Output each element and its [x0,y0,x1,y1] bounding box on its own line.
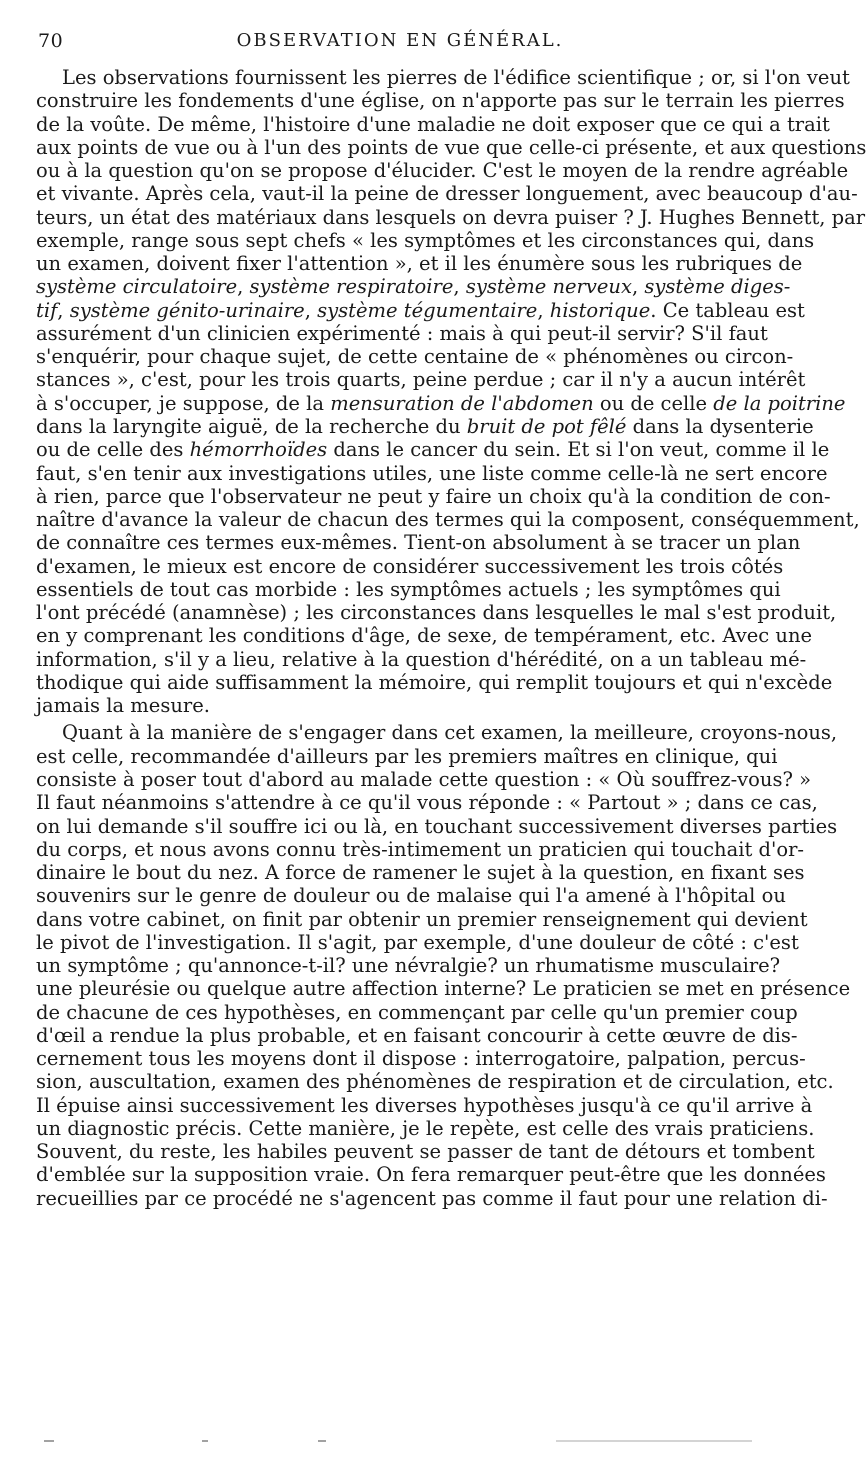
text-line: Souvent, du reste, les habiles peuvent se passer de tant de détours et tombent [36,1140,815,1164]
text-line: et vivante. Après cela, vaut-il la peine de dresser longuement, avec beaucoup d'au- [36,182,858,206]
text-line: dinaire le bout du nez. A force de ramener le sujet à la question, en fixant ses [36,861,805,885]
page-number: 70 [38,30,64,52]
text-line: ou à la question qu'on se propose d'élucider. C'est le moyen de la rendre agréable [36,159,849,183]
text-line: faut, s'en tenir aux investigations utiles, une liste comme celle-là ne sert encore [36,461,828,485]
text-line: souvenirs sur le genre de douleur ou de malaise qui l'a amené à l'hôpital ou [36,884,786,908]
text-line: construire les fondements d'une église, on n'apporte pas sur le terrain les pierres [36,89,845,113]
text-line: d'emblée sur la supposition vraie. On fera remarquer peut-être que les données [36,1163,826,1187]
text-line: Il faut néanmoins s'attendre à ce qu'il vous réponde : « Partout » ; dans ce cas, [36,791,818,815]
text-line: de connaître ces termes eux-mêmes. Tient-on absolument à se tracer un plan [36,531,801,555]
text-line: du corps, et nous avons connu très-intimement un praticien qui touchait d'or- [36,837,805,861]
text-line: thodique qui aide suffisamment la mémoire, qui remplit toujours et qui n'excède [36,670,833,694]
body-text [36,66,866,1210]
text-line: Les observations fournissent les pierres de l'édifice scientifique ; or, si l'on veut [62,66,850,89]
running-header [0,30,800,60]
text-line: Il épuise ainsi successivement les diverses hypothèses jusqu'à ce qu'il arrive à [36,1093,813,1117]
page-footer-marks [36,1438,764,1444]
text-line: à rien, parce que l'observateur ne peut y faire un choix qu'à la condition de con- [36,484,831,508]
text-line: Quant à la manière de s'engager dans cet examen, la meilleure, croyons-nous, [62,721,838,745]
text-line: teurs, un état des matériaux dans lesquels on devra puiser ? J. Hughes Bennett, par [36,205,866,229]
text-line: sion, auscultation, examen des phénomènes de respiration et de circulation, etc. [36,1070,834,1094]
text-line: information, s'il y a lieu, relative à la question d'hérédité, on a un tableau mé- [36,647,807,671]
text-line: naître d'avance la valeur de chacun des termes qui la composent, conséquemment, [36,508,860,532]
text-line: dans la laryngite aiguë, de la recherche du bruit de pot fêlé dans la dysenterie [36,414,814,438]
text-line: le pivot de l'investigation. Il s'agit, par exemple, d'une douleur de côté : c'est [36,930,799,954]
text-line: s'enquérir, pour chaque sujet, de cette centaine de « phénomènes ou circon- [36,345,794,369]
text-line: stances », c'est, pour les trois quarts, peine perdue ; car il n'y a aucun intérêt [36,368,806,392]
text-line: aux points de vue ou à l'un des points de vue que celle-ci présente, et aux questions [36,135,866,159]
text-line: une pleurésie ou quelque autre affection interne? Le praticien se met en présence [36,977,851,1001]
text-line: cernement tous les moyens dont il dispose : interrogatoire, palpation, percus- [36,1047,806,1071]
text-line: essentiels de tout cas morbide : les symptômes actuels ; les symptômes qui [36,577,781,601]
text-line: exemple, range sous sept chefs « les symptômes et les circonstances qui, dans [36,228,815,252]
text-line: un diagnostic précis. Cette manière, je le repète, est celle des vrais praticiens. [36,1116,815,1140]
running-title: OBSERVATION EN GÉNÉRAL. [236,30,564,51]
text-line: un symptôme ; qu'annonce-t-il? une névralgie? un rhumatisme musculaire? [36,954,781,978]
text-line: dans votre cabinet, on finit par obtenir un premier renseignement qui devient [36,907,808,931]
text-line: on lui demande s'il souffre ici ou là, en touchant successivement diverses parties [36,814,838,838]
text-line: un examen, doivent fixer l'attention », et il les énumère sous les rubriques de [36,252,803,276]
text-line: en y comprenant les conditions d'âge, de sexe, de tempérament, etc. Avec une [36,624,813,648]
text-line: tif, système génito-urinaire, système tégumentaire, historique. Ce tableau est [36,298,805,322]
text-line: de chacune de ces hypothèses, en commençant par celle qu'un premier coup [36,1000,798,1024]
text-line: jamais la mesure. [36,694,210,718]
text-line: à s'occuper, je suppose, de la mensuration de l'abdomen ou de celle de la poitrine [36,391,846,415]
text-line: est celle, recommandée d'ailleurs par les premiers maîtres en clinique, qui [36,744,778,768]
text-line: d'œil a rendue la plus probable, et en faisant concourir à cette œuvre de dis- [36,1023,798,1047]
text-line: recueillies par ce procédé ne s'agencent pas comme il faut pour une relation di- [36,1186,828,1210]
text-line: consiste à poser tout d'abord au malade cette question : « Où souffrez-vous? » [36,767,812,791]
text-line: de la voûte. De même, l'histoire d'une maladie ne doit exposer que ce qui a trait [36,112,830,136]
text-line: système circulatoire, système respiratoire, système nerveux, système diges- [36,275,791,299]
text-line: assurément d'un clinicien expérimenté : mais à qui peut-il servir? S'il faut [36,321,768,345]
text-line: d'examen, le mieux est encore de considérer successivement les trois côtés [36,554,784,578]
text-line: ou de celle des hémorrhoïdes dans le cancer du sein. Et si l'on veut, comme il le [36,438,830,462]
text-line: l'ont précédé (anamnèse) ; les circonstances dans lesquelles le mal s'est produit, [36,601,837,625]
